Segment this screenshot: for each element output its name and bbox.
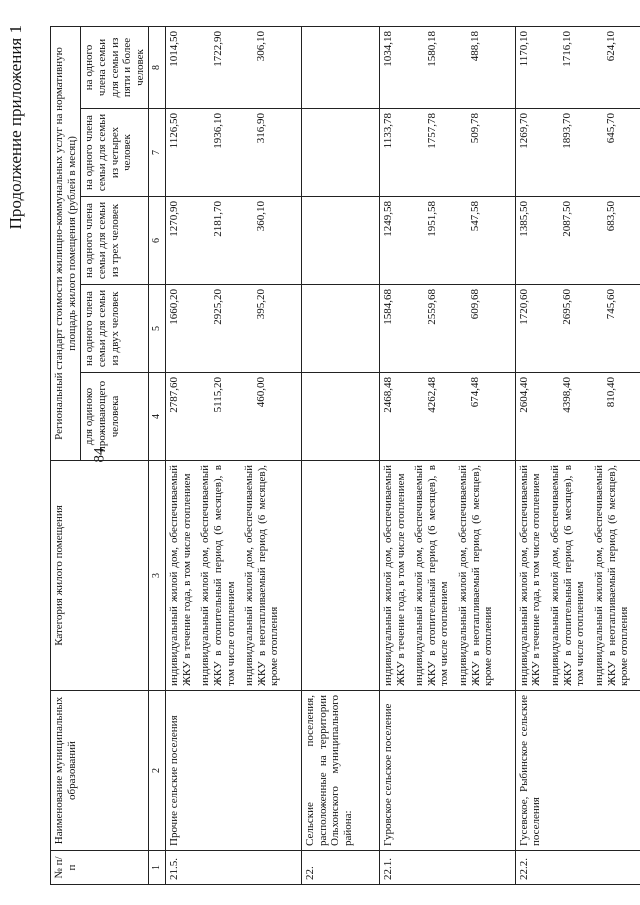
value-cell [379, 373, 515, 461]
value-text: 509,78 [469, 113, 482, 144]
value-text: 4262,48 [425, 377, 438, 413]
value-cell [301, 26, 379, 108]
header-num: № п/п [51, 851, 149, 885]
category-text: индивидуальный жилой дом, обеспечиваемый ЖКУ в неотапливаемый период (6 месяцев), кроме отопления [593, 465, 631, 686]
value-text: 2604,40 [517, 377, 530, 413]
value-cell [379, 197, 515, 285]
table-row [165, 26, 301, 884]
value-text: 2559,68 [425, 289, 438, 325]
value-text: 1580,18 [425, 30, 438, 67]
value-text: 745,60 [605, 289, 618, 320]
value-text: 1893,70 [561, 113, 574, 149]
table-row [515, 26, 640, 884]
table-row [379, 26, 515, 884]
municipality-name: Прочие сельские поселения [165, 691, 301, 851]
value-text: 2087,50 [561, 201, 574, 237]
index-cell: 7 [149, 109, 166, 197]
header-index-row [149, 26, 166, 884]
table-row [301, 26, 379, 884]
value-text: 2468,48 [381, 377, 394, 413]
value-text: 1270,90 [167, 201, 180, 237]
value-cell [379, 109, 515, 197]
municipality-name: Гусевское, Рыбинское сельские поселения [515, 691, 640, 851]
value-cell [515, 197, 640, 285]
value-text: 624,10 [605, 30, 618, 62]
value-cell [165, 26, 301, 108]
header-row-1 [51, 26, 81, 884]
value-cell [301, 373, 379, 461]
value-text: 5115,20 [211, 377, 224, 413]
category-text: индивидуальный жилой дом, обеспечиваемый ЖКУ в течение года, в том числе отоплением [167, 465, 193, 686]
value-text: 674,48 [469, 377, 482, 408]
municipality-name: Сельские поселения, расположенные на территории Ольхонского муниципального района: [301, 691, 379, 851]
value-text: 1034,18 [381, 30, 394, 67]
header-standard: Региональный стандарт стоимости жилищно-коммунальных услуг на нормативную площадь жилого помещения (рублей в месяц) [51, 26, 81, 460]
category-text: индивидуальный жилой дом, обеспечиваемый ЖКУ в отопительный период (6 месяцев), в том числе отоплением [413, 465, 451, 686]
value-cell [301, 285, 379, 373]
value-cell [379, 26, 515, 108]
header-category: Категория жилого помещения [51, 461, 149, 691]
value-text: 1014,50 [167, 30, 180, 67]
value-text: 683,50 [605, 201, 618, 232]
value-text: 1716,10 [561, 30, 574, 67]
municipality-name: Гуровское сельское поселение [379, 691, 515, 851]
header-sub: на одного члена семьи для семьи из пяти и более человек [81, 26, 149, 108]
value-text: 1584,68 [381, 289, 394, 325]
value-text: 2925,20 [211, 289, 224, 325]
category-text: индивидуальный жилой дом, обеспечиваемый ЖКУ в отопительный период (6 месяцев), в том числе отоплением [199, 465, 237, 686]
index-cell: 8 [149, 26, 166, 108]
table-body [165, 26, 640, 884]
index-cell: 3 [149, 461, 166, 691]
value-cell [515, 285, 640, 373]
value-text: 2787,60 [167, 377, 180, 413]
category-text: индивидуальный жилой дом, обеспечиваемый ЖКУ в течение года, в том числе отоплением [517, 465, 543, 686]
row-number: 21.5. [165, 851, 301, 885]
appendix-title: Продолжение приложения 1 [6, 25, 25, 230]
row-number: 22.2. [515, 851, 640, 885]
index-cell: 1 [149, 851, 166, 885]
value-cell [515, 26, 640, 108]
value-cell [515, 373, 640, 461]
index-cell: 5 [149, 285, 166, 373]
category-text: индивидуальный жилой дом, обеспечиваемый ЖКУ в неотапливаемый период (6 месяцев), кроме отопления [457, 465, 495, 686]
value-text: 488,18 [469, 30, 482, 62]
value-cell [301, 197, 379, 285]
page-number: 84 [91, 447, 108, 463]
category-text: индивидуальный жилой дом, обеспечиваемый ЖКУ в неотапливаемый период (6 месяцев), кроме отопления [243, 465, 281, 686]
value-cell [165, 197, 301, 285]
category-text: индивидуальный жилой дом, обеспечиваемый ЖКУ в течение года, в том числе отоплением [381, 465, 407, 686]
header-sub: на одного члена семьи для семьи из четырех человек [81, 109, 149, 197]
value-text: 360,10 [255, 201, 268, 232]
value-text: 609,68 [469, 289, 482, 320]
value-text: 1660,20 [167, 289, 180, 325]
value-text: 1720,60 [517, 289, 530, 325]
value-text: 1757,78 [425, 113, 438, 149]
header-sub: на одного члена семьи для семьи из двух человек [81, 285, 149, 373]
row-number: 22.1. [379, 851, 515, 885]
value-cell [165, 285, 301, 373]
index-cell: 2 [149, 691, 166, 851]
value-text: 2181,70 [211, 201, 224, 237]
value-text: 1126,50 [167, 113, 180, 149]
index-cell: 6 [149, 197, 166, 285]
value-cell [301, 109, 379, 197]
row-number: 22. [301, 851, 379, 885]
category-cell [379, 461, 515, 691]
value-text: 316,90 [255, 113, 268, 144]
value-text: 460,00 [255, 377, 268, 408]
category-cell [165, 461, 301, 691]
tariff-table [50, 26, 640, 885]
value-text: 645,70 [605, 113, 618, 144]
header-name: Наименование муниципальных образований [51, 691, 149, 851]
value-text: 547,58 [469, 201, 482, 232]
value-text: 306,10 [255, 30, 268, 62]
value-text: 2695,60 [561, 289, 574, 325]
value-cell [515, 109, 640, 197]
value-text: 1269,70 [517, 113, 530, 149]
value-text: 810,40 [605, 377, 618, 408]
category-cell [301, 461, 379, 691]
index-cell: 4 [149, 373, 166, 461]
header-sub: на одного члена семьи для семьи из трех человек [81, 197, 149, 285]
category-text: индивидуальный жилой дом, обеспечиваемый ЖКУ в отопительный период (6 месяцев), в том числе отоплением [549, 465, 587, 686]
value-text: 4398,40 [561, 377, 574, 413]
value-text: 1249,58 [381, 201, 394, 237]
value-text: 1722,90 [211, 30, 224, 67]
value-text: 1170,10 [517, 30, 530, 67]
value-cell [165, 109, 301, 197]
value-cell [165, 373, 301, 461]
header-sub: для одиноко проживающего человека [81, 373, 149, 461]
value-text: 1951,58 [425, 201, 438, 237]
value-text: 395,20 [255, 289, 268, 320]
value-text: 1936,10 [211, 113, 224, 149]
value-text: 1385,50 [517, 201, 530, 237]
value-cell [379, 285, 515, 373]
value-text: 1133,78 [381, 113, 394, 149]
category-cell [515, 461, 640, 691]
